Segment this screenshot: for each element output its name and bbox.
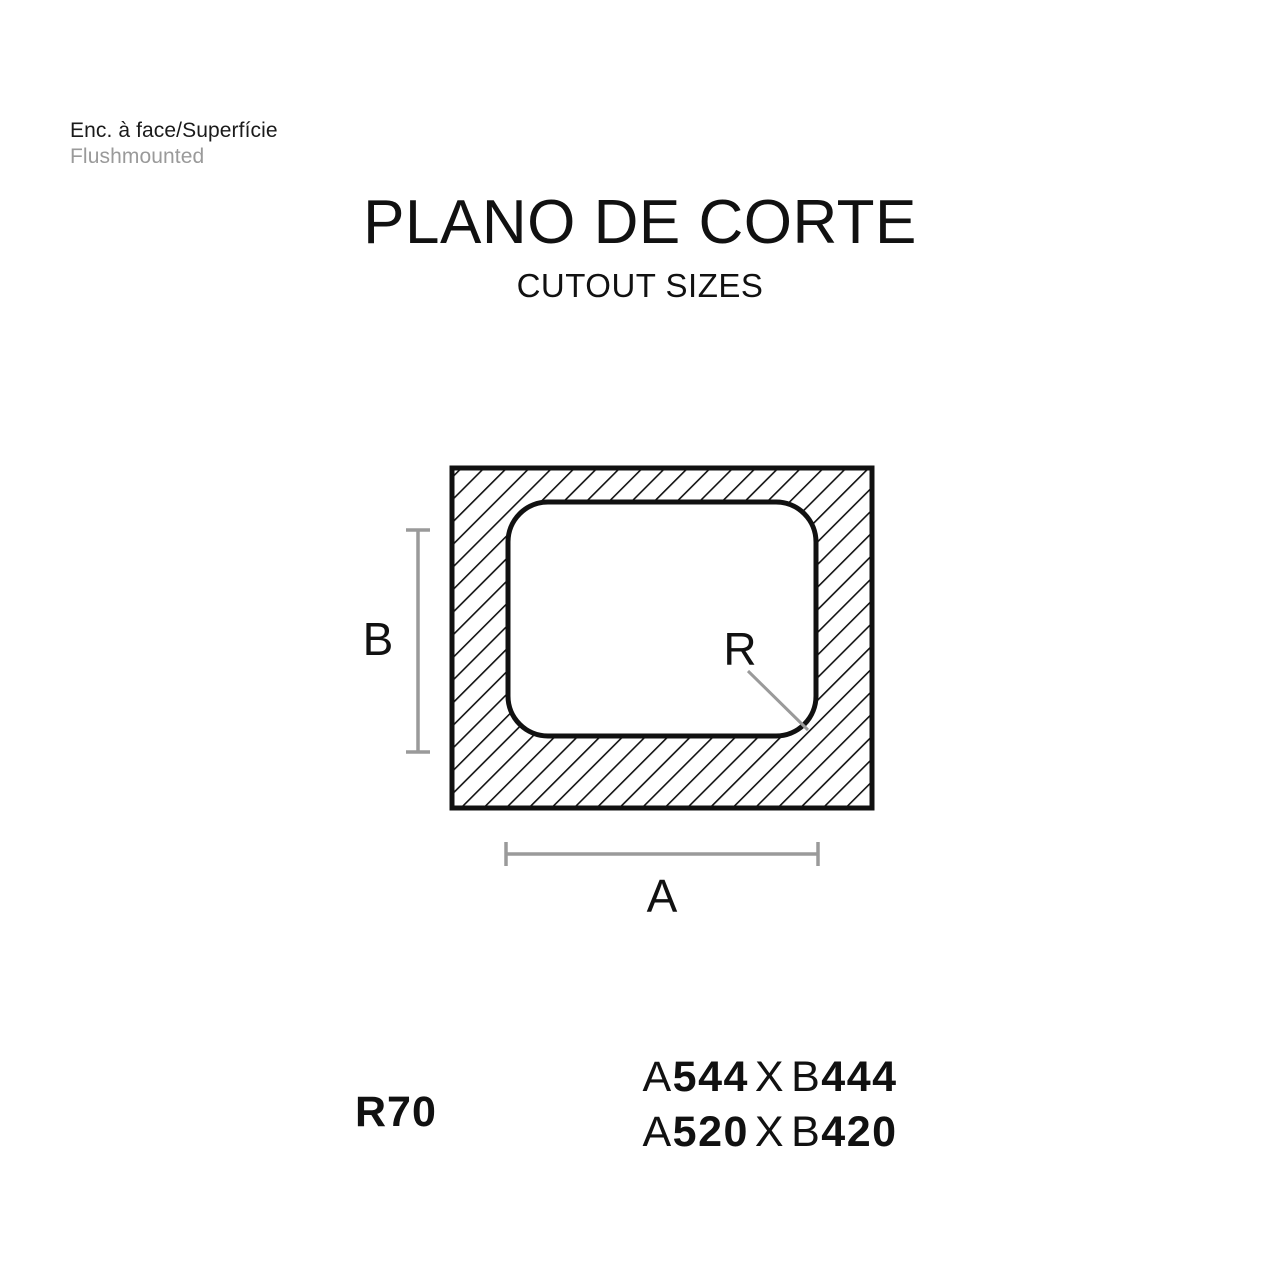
size-a-label: A xyxy=(642,1108,673,1157)
hatched-panel xyxy=(452,468,872,808)
dimension-b-label: B xyxy=(362,613,394,665)
size-line xyxy=(560,1105,980,1160)
size-line xyxy=(560,1050,980,1105)
size-b-value: 444 xyxy=(821,1053,898,1101)
dimension-a xyxy=(506,842,818,866)
page-title: PLANO DE CORTE xyxy=(363,188,917,257)
cutout-diagram xyxy=(330,440,950,940)
mount-type-label xyxy=(70,118,278,169)
spec-block xyxy=(0,1050,1280,1190)
size-separator: X xyxy=(754,1108,786,1157)
size-b-label: B xyxy=(791,1053,822,1101)
page-subtitle: CUTOUT SIZES xyxy=(516,267,764,305)
mount-type-primary: Enc. à face/Superfície xyxy=(70,119,278,142)
dimension-b xyxy=(406,530,430,752)
radius-value: R70 xyxy=(355,1088,437,1136)
dimension-a-label: A xyxy=(646,870,678,922)
size-b-label: B xyxy=(791,1108,822,1157)
size-separator: X xyxy=(754,1053,786,1101)
size-a-label: A xyxy=(642,1053,673,1101)
size-b-value: 420 xyxy=(821,1108,898,1157)
size-list xyxy=(560,1050,980,1160)
size-a-value: 544 xyxy=(672,1053,749,1101)
mount-type-secondary: Flushmounted xyxy=(70,144,205,168)
size-a-value: 520 xyxy=(672,1108,749,1157)
title-block xyxy=(0,190,1280,305)
radius-label: R xyxy=(723,623,757,675)
